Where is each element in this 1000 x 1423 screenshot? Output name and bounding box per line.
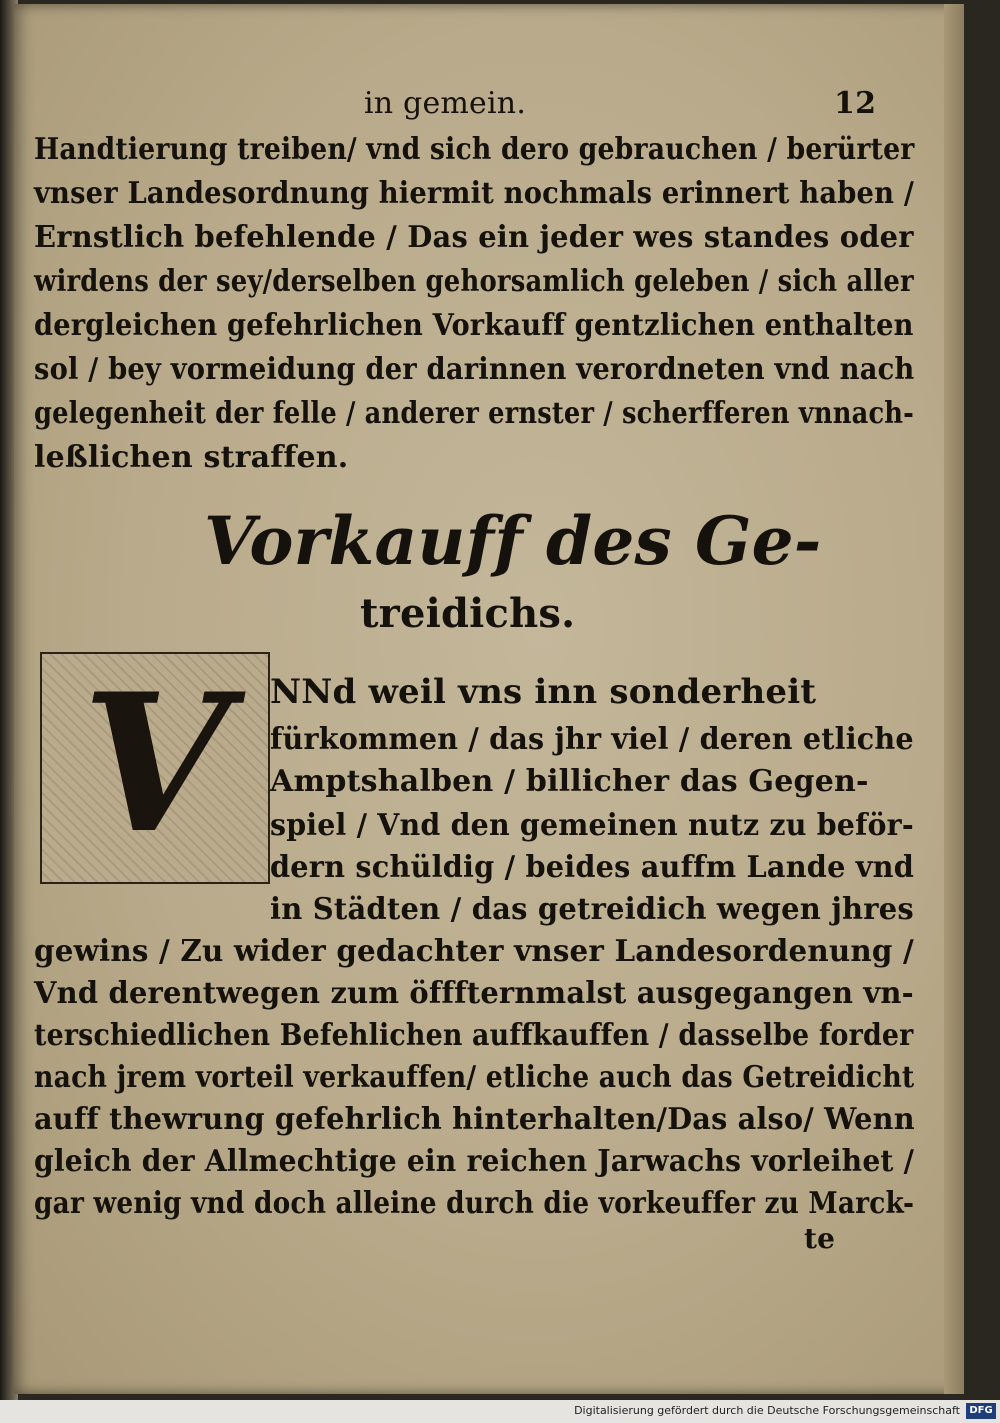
text-line: dergleichen gefehrlichen Vorkauff gentzlichen enthalten xyxy=(34,308,914,343)
dfg-logo: DFG xyxy=(966,1403,996,1419)
catchword: te xyxy=(804,1222,836,1255)
text-line: gar wenig vnd doch alleine durch die vorkeuffer zu Marck- xyxy=(34,1186,915,1221)
footer-bar xyxy=(0,1400,1000,1423)
text-line: Handtierung treiben/ vnd sich dero gebrauchen / berürter xyxy=(34,132,915,167)
text-line: spiel / Vnd den gemeinen nutz zu beför- xyxy=(270,808,914,843)
text-line: NNd weil vns inn sonderheit xyxy=(270,672,817,712)
running-head: in gemein. xyxy=(364,86,527,121)
text-line: terschiedlichen Befehlichen auffkauffen / dasselbe forder xyxy=(34,1018,914,1053)
text-line: fürkommen / das jhr viel / deren etliche xyxy=(270,722,914,757)
text-line: wirdens der sey/derselben gehorsamlich geleben / sich aller xyxy=(34,264,914,299)
book-page xyxy=(14,4,964,1394)
text-line: auff thewrung gefehrlich hinterhalten/Das also/ Wenn xyxy=(34,1102,915,1137)
text-line: gleich der Allmechtige ein reichen Jarwachs vorleihet / xyxy=(34,1144,915,1179)
initial-letter: V xyxy=(82,652,230,875)
text-line: Vnd derentwegen zum öfffternmalst ausgegangen vn- xyxy=(34,976,914,1011)
text-line: vnser Landesordnung hiermit nochmals erinnert haben / xyxy=(34,176,915,211)
text-line: sol / bey vormeidung der darinnen verordneten vnd nach xyxy=(34,352,915,387)
text-line: Ernstlich befehlende / Das ein jeder wes standes oder xyxy=(34,220,914,255)
text-line: Amptshalben / billicher das Gegen- xyxy=(270,764,869,799)
decorated-initial xyxy=(40,652,270,884)
page-number: 12 xyxy=(834,86,877,121)
text-line: dern schüldig / beides auffm Lande vnd xyxy=(270,850,915,885)
section-heading-continued: treidichs. xyxy=(360,590,576,637)
text-line: gewins / Zu wider gedachter vnser Landesordenung / xyxy=(34,934,914,969)
funding-credit: Digitalisierung gefördert durch die Deutsche Forschungsgemeinschaft xyxy=(574,1404,960,1417)
text-line: nach jrem vorteil verkauffen/ etliche auch das Getreidicht xyxy=(34,1060,915,1095)
text-line: gelegenheit der felle / anderer ernster / scherfferen vnnach- xyxy=(34,396,914,431)
section-heading: Vorkauff des Ge- xyxy=(204,502,822,580)
text-line: in Städten / das getreidich wegen jhres xyxy=(270,892,914,927)
page-edge xyxy=(944,4,964,1394)
text-line: leßlichen straffen. xyxy=(34,440,349,475)
